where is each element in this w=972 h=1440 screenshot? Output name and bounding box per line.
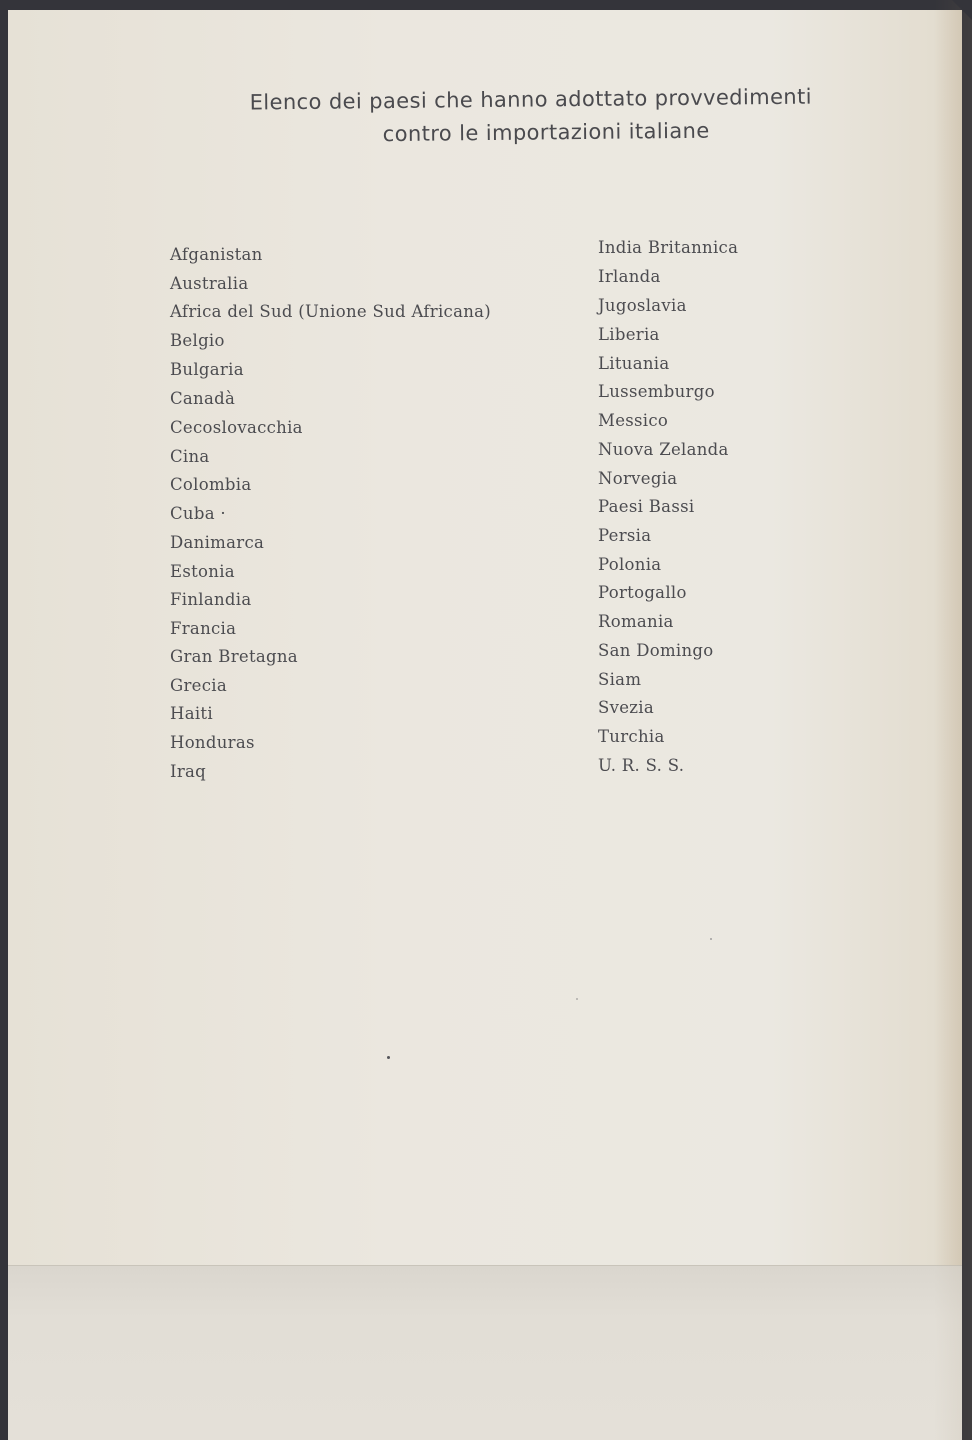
country-item: Grecia: [170, 676, 227, 695]
country-item: Gran Bretagna: [170, 647, 298, 666]
country-item: Colombia: [170, 475, 252, 494]
country-item: India Britannica: [598, 238, 739, 257]
country-item: Finlandia: [170, 590, 252, 609]
dog-eared-corner: [952, 0, 972, 20]
country-item: Persia: [598, 526, 652, 545]
country-item: Canadà: [170, 389, 236, 408]
country-item: Lituania: [598, 354, 670, 373]
folded-paper-flap: [8, 1265, 962, 1440]
country-item: Haiti: [170, 704, 213, 723]
country-item: San Domingo: [598, 641, 714, 660]
country-item: Irlanda: [598, 267, 661, 286]
country-item: Afganistan: [170, 245, 263, 264]
country-item: Messico: [598, 411, 669, 430]
country-item: Norvegia: [598, 469, 678, 488]
country-item: Cuba ·: [170, 504, 226, 523]
title-line-2: contro le importazioni italiane: [382, 118, 710, 147]
country-item: U. R. S. S.: [598, 756, 685, 775]
paper-speck: [576, 998, 578, 1000]
country-item: Polonia: [598, 555, 662, 574]
country-item: Cina: [170, 447, 210, 466]
country-item: Romania: [598, 612, 674, 631]
country-item: Australia: [170, 274, 249, 293]
country-item: Svezia: [598, 698, 654, 717]
country-item: Nuova Zelanda: [598, 440, 729, 459]
paper-sheet: [8, 10, 962, 1440]
country-item: Liberia: [598, 325, 660, 344]
document-title: [0, 79, 972, 155]
country-item: Lussemburgo: [598, 382, 715, 401]
paper-speck: [710, 938, 712, 940]
country-item: Danimarca: [170, 533, 265, 552]
country-item: Francia: [170, 619, 237, 638]
country-item: Bulgaria: [170, 360, 244, 379]
country-item: Belgio: [170, 331, 225, 350]
country-item: Africa del Sud (Unione Sud Africana): [170, 302, 492, 321]
country-item: Iraq: [170, 762, 207, 781]
country-item: Jugoslavia: [598, 296, 687, 315]
page-edge-shadow: [934, 0, 972, 1440]
country-item: Honduras: [170, 733, 255, 752]
paper-speck: [387, 1056, 390, 1059]
country-item: Estonia: [170, 562, 235, 581]
country-item: Turchia: [598, 727, 665, 746]
country-item: Cecoslovacchia: [170, 418, 303, 437]
country-item: Portogallo: [598, 583, 687, 602]
country-item: Siam: [598, 670, 642, 689]
country-item: Paesi Bassi: [598, 497, 695, 516]
title-line-1: Elenco dei paesi che hanno adottato provvedimenti: [249, 84, 813, 115]
